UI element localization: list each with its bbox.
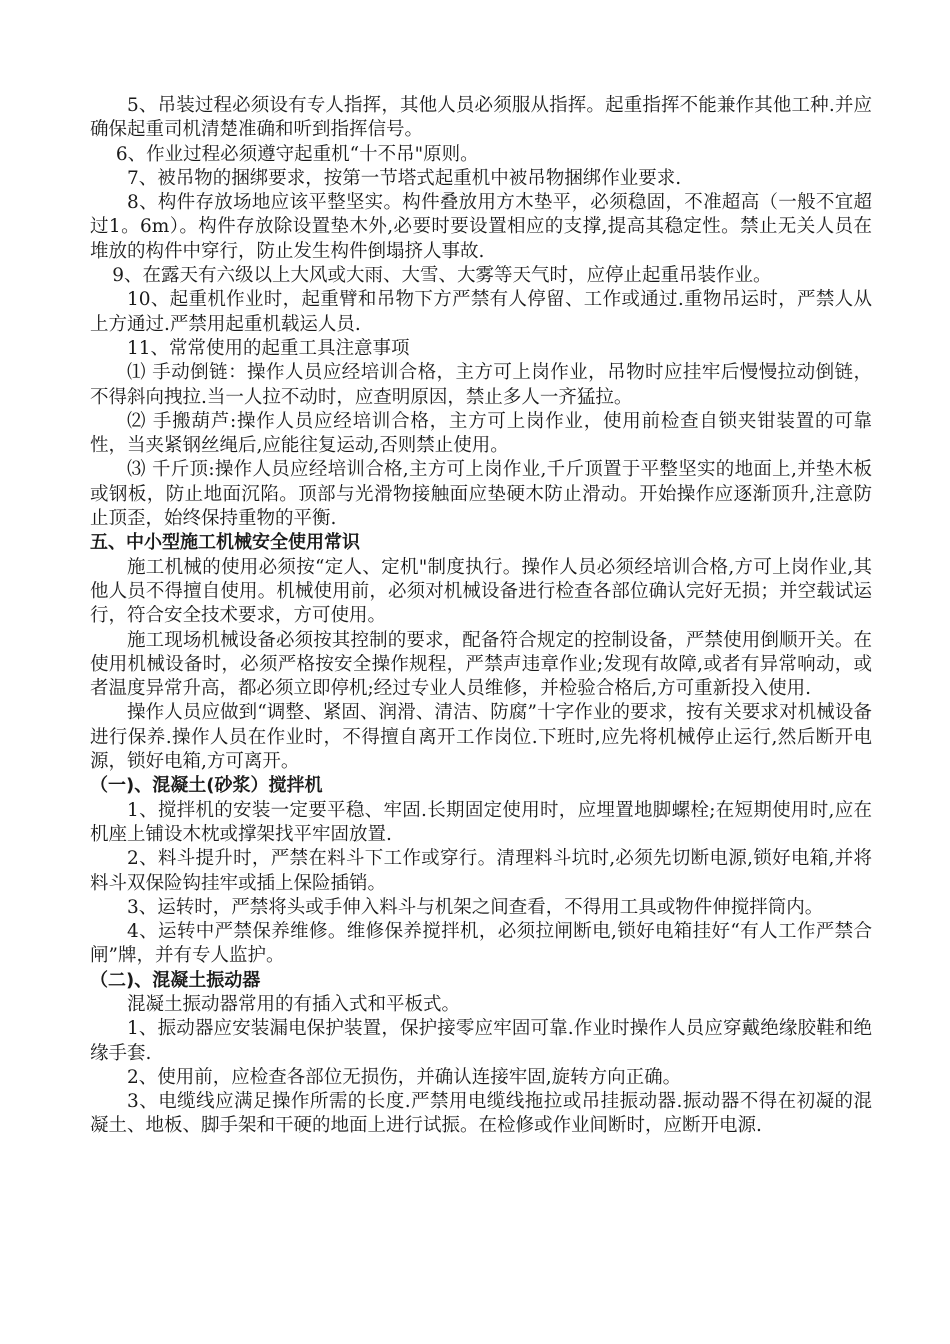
document-page (90, 94, 872, 1139)
body-paragraph: 1、搅拌机的安装一定要平稳、牢固.长期固定使用时，应埋置地脚螺栓;在短期使用时,应在机座上铺设木枕或撑架找平牢固放置. (90, 799, 872, 845)
section-heading: 五、中小型施工机械安全使用常识 (90, 532, 360, 554)
body-paragraph: 2、使用前，应检查各部位无损伤，并确认连接牢固,旋转方向正确。 (127, 1066, 682, 1088)
body-paragraph: 4、运转中严禁保养维修。维修保养搅拌机，必须拉闸断电,锁好电箱挂好“有人工作严禁合闸”牌，并有专人监护。 (90, 921, 872, 967)
body-paragraph: 7、被吊物的捆绑要求，按第一节塔式起重机中被吊物捆绑作业要求. (127, 167, 682, 189)
body-paragraph: 10、起重机作业时，起重臂和吊物下方严禁有人停留、工作或通过.重物吊运时，严禁人从上方通过.严禁用起重机载运人员. (90, 289, 872, 335)
body-paragraph: 施工现场机械设备必须按其控制的要求，配备符合规定的控制设备，严禁使用倒顺开关。在使用机械设备时，必须严格按安全操作规程，严禁声违章作业;发现有故障,或者有异常响动，或者温度异常升高，都必须立即停机;经过专业人员维修，并检验合格后,方可重新投入使用. (90, 629, 872, 700)
body-paragraph: ⑴ 手动倒链：操作人员应经培训合格，主方可上岗作业，吊物时应挂牢后慢慢拉动倒链，不得斜向拽拉.当一人拉不动时，应查明原因，禁止多人一齐猛拉。 (90, 362, 872, 408)
body-paragraph: 3、运转时，严禁将头或手伸入料斗与机架之间查看，不得用工具或物件伸搅拌筒内。 (127, 896, 824, 918)
section-heading: （一)、混凝土(砂浆）搅拌机 (90, 775, 323, 797)
body-paragraph: 混凝土振动器常用的有插入式和平板式。 (127, 993, 461, 1015)
body-paragraph: ⑵ 手搬葫芦:操作人员应经培训合格，主方可上岗作业，使用前检查自锁夹钳装置的可靠性，当夹紧钢丝绳后,应能往复运动,否则禁止使用。 (90, 410, 872, 457)
body-paragraph: 6、作业过程必须遵守起重机“十不吊"原则。 (115, 143, 479, 165)
body-paragraph: 施工机械的使用必须按“定人、定机"制度执行。操作人员必须经培训合格,方可上岗作业,其他人员不得擅自使用。机械使用前，必须对机械设备进行检查各部位确认完好无损；并空载试运行，符合安全技术要求，方可使用。 (90, 556, 872, 627)
body-paragraph: 11、常常使用的起重工具注意事项 (127, 337, 410, 359)
body-paragraph: 1、振动器应安装漏电保护装置，保护接零应牢固可靠.作业时操作人员应穿戴绝缘胶鞋和绝缘手套. (90, 1018, 872, 1064)
body-paragraph: 操作人员应做到“调整、紧固、润滑、清洁、防腐”十字作业的要求，按有关要求对机械设备进行保养.操作人员在作业时，不得擅自离开工作岗位.下班时,应先将机械停止运行,然后断开电源，锁好电箱,方可离开。 (90, 702, 872, 773)
body-paragraph: 8、构件存放场地应该平整坚实。构件叠放用方木垫平，必须稳固，不准超高（一般不宜超过1。6m）。构件存放除设置垫木外,必要时要设置相应的支撑,提高其稳定性。禁止无关人员在堆放的构件中穿行，防止发生构件倒塌挤人事故. (90, 192, 872, 262)
body-paragraph: 9、在露天有六级以上大风或大雨、大雪、大雾等天气时，应停止起重吊装作业。 (112, 265, 772, 287)
body-paragraph: ⑶ 千斤顶:操作人员应经培训合格,主方可上岗作业,千斤顶置于平整坚实的地面上,并垫木板或钢板，防止地面沉陷。顶部与光滑物接触面应垫硬木防止滑动。开始操作应逐渐顶升,注意防止顶歪，始终保持重物的平衡. (90, 459, 872, 530)
body-paragraph: 3、电缆线应满足操作所需的长度.严禁用电缆线拖拉或吊挂振动器.振动器不得在初凝的混凝土、地板、脚手架和干硬的地面上进行试振。在检修或作业间断时，应断开电源. (90, 1091, 872, 1137)
body-paragraph: 2、料斗提升时，严禁在料斗下工作或穿行。清理料斗坑时,必须先切断电源,锁好电箱,并将料斗双保险钩挂牢或插上保险插销。 (90, 848, 872, 894)
section-heading: （二)、混凝土振动器 (90, 969, 261, 991)
body-paragraph: 5、吊装过程必须设有专人指挥，其他人员必须服从指挥。起重指挥不能兼作其他工种.并应确保起重司机清楚准确和听到指挥信号。 (90, 95, 872, 141)
